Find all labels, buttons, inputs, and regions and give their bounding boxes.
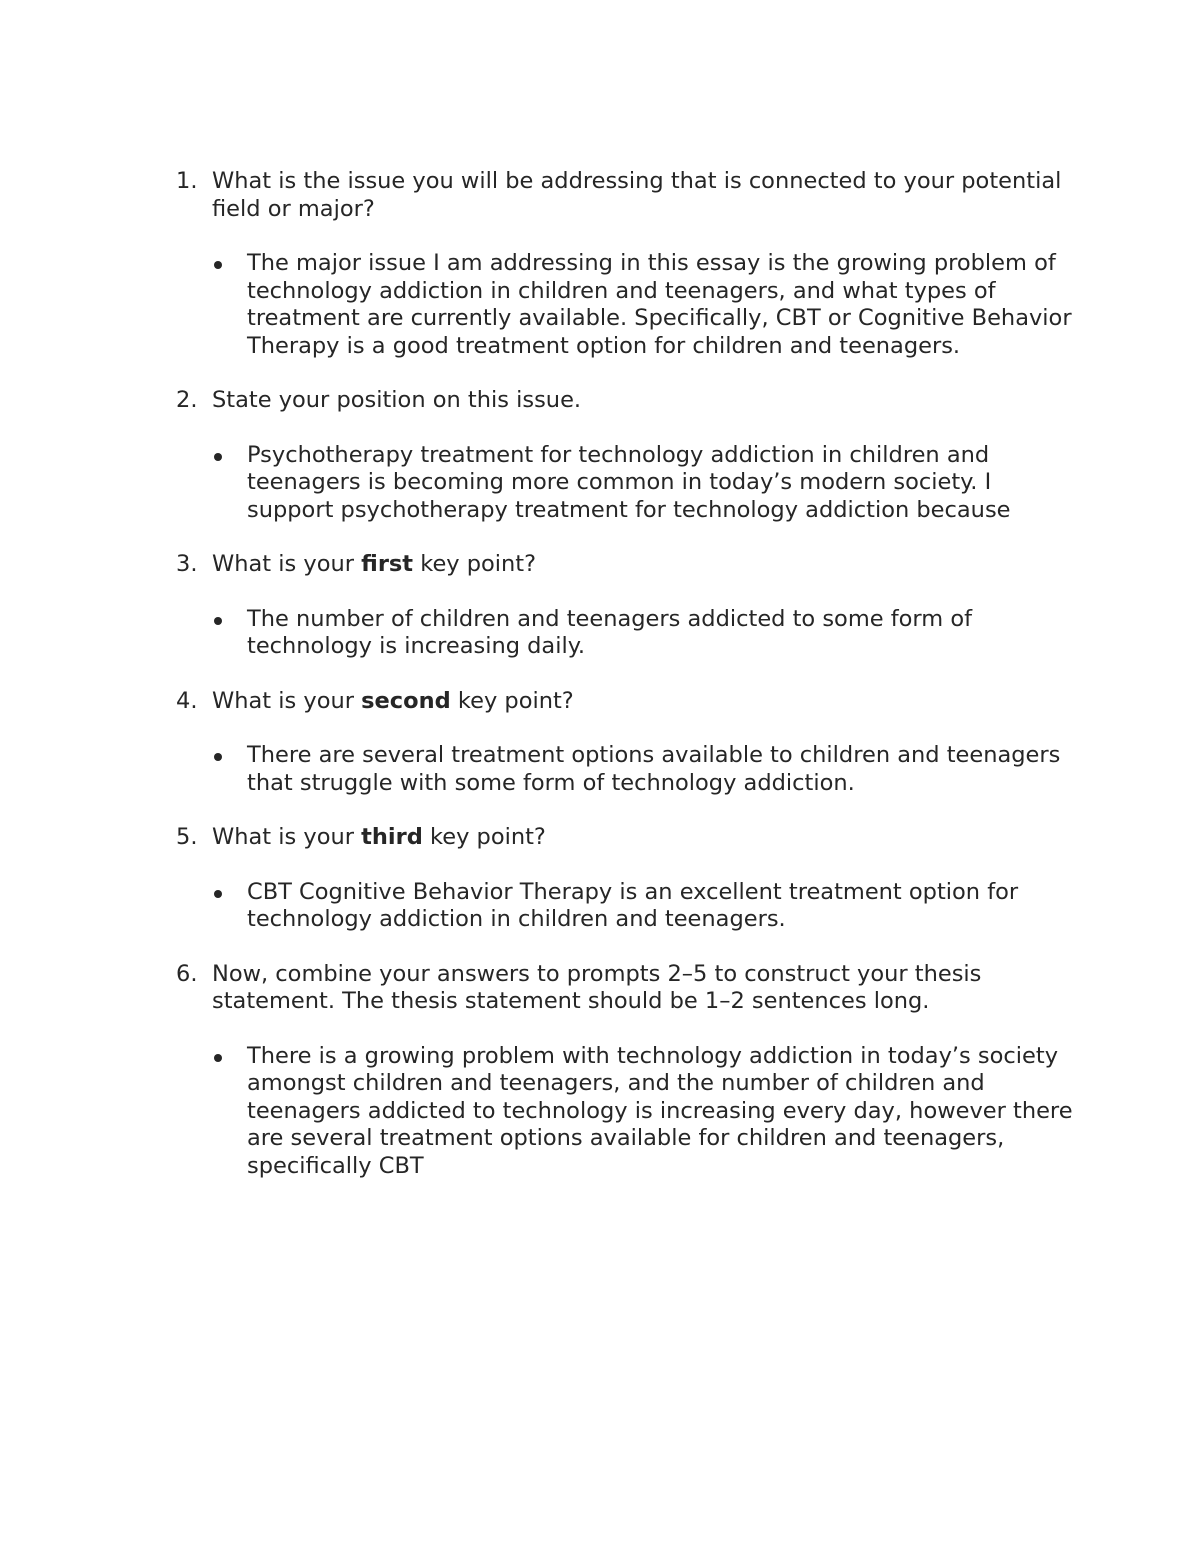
question-item [176,961,1076,1181]
answer-text: There is a growing problem with technology addiction in today’s society amongst children and teenagers, and the number of children and teenagers addicted to technology is increasing every day, however there are several treatment options available for children and teenagers, specifically CBT [247,1042,1073,1179]
answer-text: Psychotherapy treatment for technology addiction in children and teenagers is becoming more common in today’s modern society. I support psychotherapy treatment for technology addiction because [247,441,1011,523]
question-text-after: key point? [450,687,574,714]
question-number: 4. [176,687,198,714]
question-emphasis: first [361,551,414,577]
question-text [212,824,1076,852]
question-text [212,551,1076,579]
question-text: State your position on this issue. [212,387,582,413]
question-emphasis: third [361,824,423,850]
question-number: 6. [176,960,198,987]
bullet-icon [214,890,222,898]
question-item [176,688,1076,798]
question-emphasis: second [361,687,451,714]
question-text-after: key point? [413,551,537,577]
question-item [176,551,1076,661]
answer-text: The number of children and teenagers addicted to some form of technology is increasing daily. [247,605,973,659]
question-text: Now, combine your answers to prompts 2–5 to construct your thesis statement. The thesis statement should be 1–2 sentences long. [212,960,982,1014]
answer-text: CBT Cognitive Behavior Therapy is an excellent treatment option for technology addiction in children and teenagers. [247,878,1019,932]
bullet-icon [214,753,222,761]
question-item [176,387,1076,524]
bullet-icon [214,617,222,625]
question-text-before: What is your [212,687,362,714]
answer-item [212,1043,1076,1181]
question-item [176,168,1076,360]
bullet-icon [214,261,222,269]
question-item [176,824,1076,934]
question-number: 3. [176,551,198,577]
bullet-icon [214,453,222,461]
question-text: What is the issue you will be addressing that is connected to your potential field or major? [212,168,1062,222]
answer-text: The major issue I am addressing in this essay is the growing problem of technology addiction in children and teenagers, and what types of treatment are currently available. Specifically, CBT or Cognitive Behavior Therapy is a good treatment option for children and teenagers. [247,250,1072,359]
question-number: 5. [176,824,198,850]
answer-item [212,250,1076,360]
answer-item [212,606,1076,661]
question-text-after: key point? [422,824,546,850]
answer-item [212,742,1076,797]
question-list [176,168,1076,1207]
answer-item [212,442,1076,525]
bullet-icon [214,1054,222,1062]
question-text-before: What is your [212,824,362,850]
question-text [212,688,1076,716]
answer-text: There are several treatment options available to children and teenagers that struggle with some form of technology addiction. [247,742,1061,796]
question-number: 2. [176,387,198,413]
question-text-before: What is your [212,551,362,577]
answer-item [212,879,1076,934]
question-number: 1. [176,168,198,194]
